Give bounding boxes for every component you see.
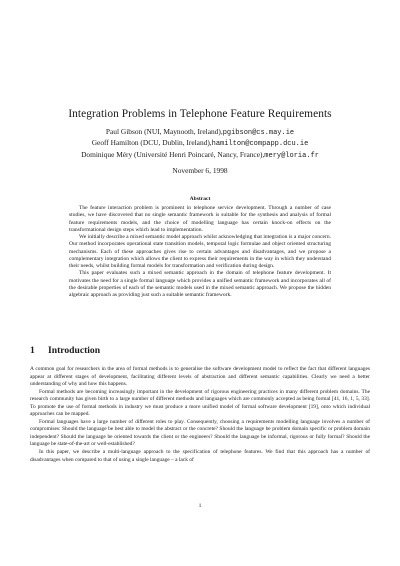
author-email: hamilton@compapp.dcu.ie — [211, 140, 309, 149]
section-number: 1 — [30, 345, 35, 356]
abstract-heading: Abstract — [189, 196, 211, 202]
author-line — [40, 138, 360, 149]
introduction-body — [30, 366, 370, 464]
author-line — [40, 150, 360, 161]
body-paragraph: A common goal for researchers in the area of formal methods is to generalise the software development model to reflect the fact that different languages appear at different stages of development, facilitating different levels of abstraction and different semantic capabilities. Clearly we need a better understanding of why and how this happens. — [30, 366, 370, 388]
section-title: Introduction — [48, 345, 101, 356]
abstract-body — [69, 205, 331, 299]
author-email: mery@loria.fr — [264, 151, 319, 160]
author-list — [40, 127, 360, 161]
author-line — [40, 127, 360, 138]
page-number: 1 — [198, 503, 202, 509]
author-email: pgibson@cs.may.ie — [222, 129, 295, 137]
author-affiliation: Geoff Hamilton (DCU, Dublin, Ireland), — [91, 138, 212, 148]
author-affiliation: Dominique Méry (Université Henri Poincaré, Nancy, France), — [81, 149, 265, 159]
author-affiliation: Paul Gibson (NUI, Maynooth, Ireland), — [105, 127, 223, 136]
abstract-paragraph: This paper evaluates such a mixed semantic approach in the domain of telephone feature development. It motivates the need for a single formal language which provides a unified semantic framework and incorporates all of the desirable properties of each of the semantic models used in the mixed semantic approach. We propose the hidden algebraic approach as providing just such a suitable semantic framework. — [69, 270, 331, 298]
abstract-paragraph: The feature interaction problem is prominent in telephone service development. Through a number of case studies, we have discovered that no single semantic framework is suitable for the synthesis and analysis of formal feature requirements models, and the choice of modelling language has certain knock-on effects on the transformational design steps which lead to implementation. — [69, 205, 331, 233]
section-heading — [30, 345, 370, 357]
body-paragraph: In this paper, we describe a multi-language approach to the specification of telephone features. We find that this approach has a number of disadvantages when compared to that of using a single language – a lack of — [30, 449, 370, 463]
body-paragraph: Formal languages have a large number of different roles to play. Consequently, choosing a requirements modelling language involves a number of compromises: Should the language be best able to model the abstract or the concrete? Should the language be problem domain specific or problem domain independent? Should the language be oriented towards the client or the engineers? Should the language be informal, rigorous or fully formal? Should the language be state-of-the-art or well-established? — [30, 418, 370, 448]
paper-date: November 6, 1998 — [172, 166, 228, 175]
body-paragraph: Formal methods are becoming increasingly important in the development of rigorous engineering practices in many different problem domains. The research community has given birth to a large number of different methods and languages which are commonly accepted as being formal [41, 16, 1, 5, 33]. To promote the use of formal methods in industry we must produce a more unified model of formal software development [19], onto which individual approaches can be mapped. — [30, 388, 370, 418]
abstract-paragraph: We initially describe a mixed semantic model approach whilst acknowledging that integration is a major concern. Our method incorporates operational state transition models, temporal logic formulae and object oriented structuring mechanisms. Each of these approaches gives rise to certain advantages and disadvantages, and we propose a complementary integration which allows the client to express their requirements in the way in which they understand their needs, whilst building formal models for transformation and verification during design. — [69, 234, 331, 269]
paper-title: Integration Problems in Telephone Feature Requirements — [68, 108, 332, 120]
